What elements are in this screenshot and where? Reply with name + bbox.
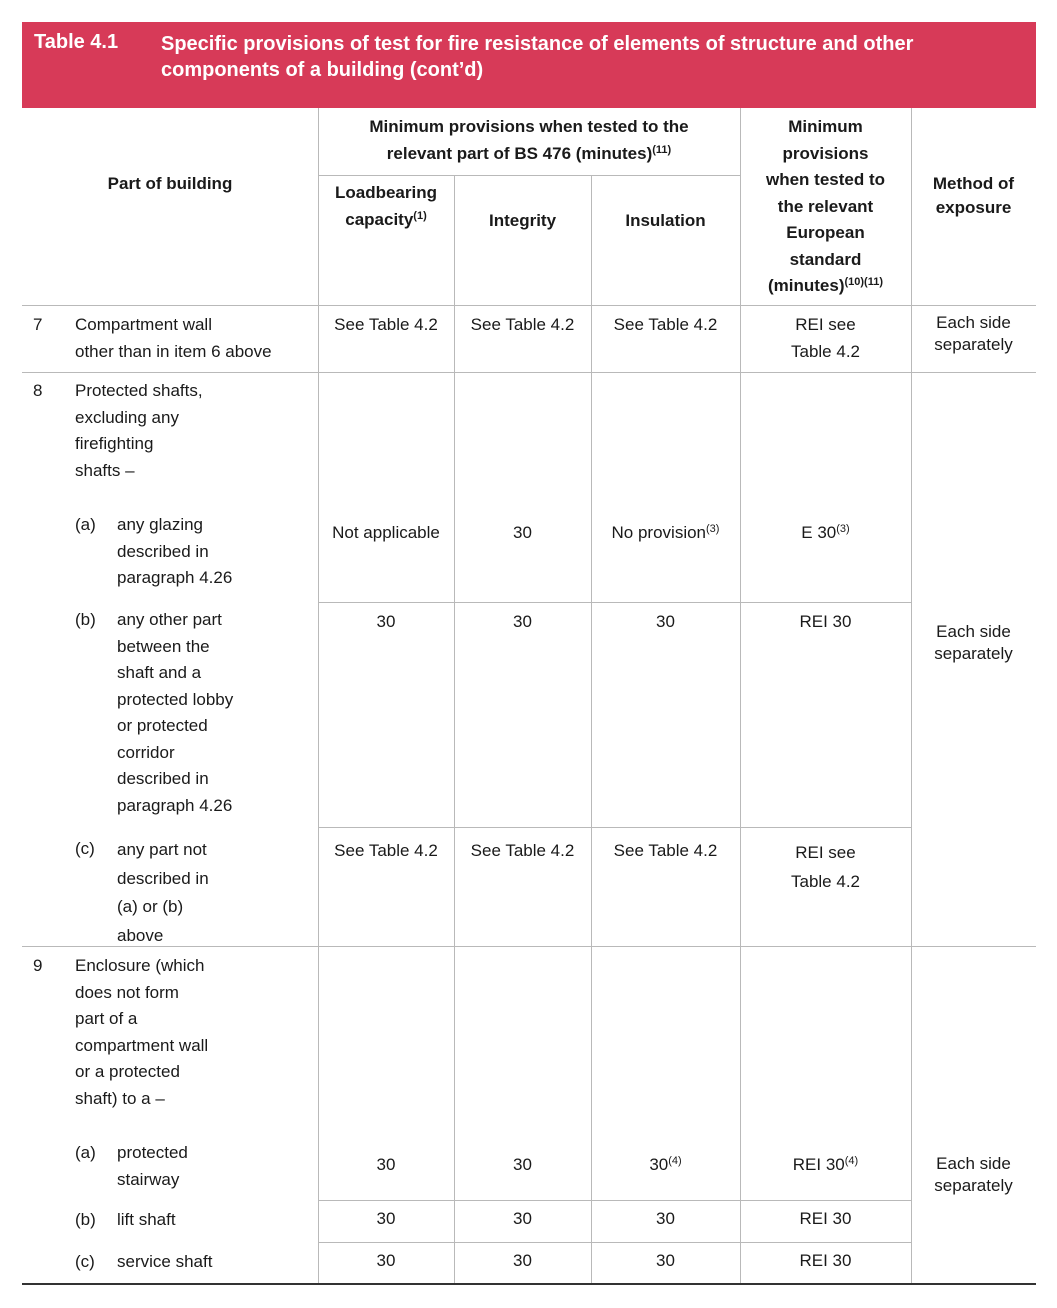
footnote-ref: (4) (668, 1155, 682, 1167)
cell-loadbearing: 30 (376, 1251, 396, 1270)
header-bs476-line2: relevant part of BS 476 (minutes)$^{(11)}$ (386, 143, 672, 163)
sub-item-letter: (a) (75, 1143, 96, 1162)
header-european-standard: Minimum provisions when tested to the relevant European standard (minutes)$^{(10)(11)}$ (765, 117, 885, 295)
row-divider (22, 305, 1036, 306)
cell-method: Each side separately (934, 622, 1013, 663)
cell-european: REI 30 (799, 612, 852, 631)
header-bs476-group (318, 114, 740, 167)
row-number: 7 (33, 315, 43, 334)
cell-insulation: 30 (656, 1209, 675, 1228)
sub-item-letter: (b) (75, 610, 96, 629)
cell-european: REI 30 (799, 1209, 852, 1228)
cell-integrity: 30 (513, 1155, 532, 1174)
col-divider (591, 175, 592, 1284)
sub-item-letter: (a) (75, 515, 96, 534)
table-number: Table 4.1 (34, 31, 119, 53)
sub-item-letter: (c) (75, 839, 95, 858)
row-description: Enclosure (which does not form part of a compartment wall or a protected shaft) to a – (75, 956, 209, 1108)
row-description: Compartment wall other than in item 6 above (75, 315, 272, 361)
cell-european: E 30$^{(3)}$ (801, 523, 850, 542)
row-number: 8 (33, 381, 43, 400)
cell-integrity: See Table 4.2 (470, 841, 575, 860)
cell-insulation: See Table 4.2 (613, 841, 718, 860)
cell-european: REI see Table 4.2 (791, 843, 860, 891)
cell-european: REI 30$^{(4)}$ (792, 1155, 859, 1174)
row-description: Protected shafts, excluding any firefighting shafts – (75, 381, 203, 480)
row-divider (318, 1242, 911, 1243)
row-divider (318, 175, 740, 176)
sub-item-description: any glazing described in paragraph 4.26 (117, 515, 233, 587)
footnote-ref: (11) (652, 143, 672, 156)
cell-loadbearing: 30 (376, 1155, 396, 1174)
footnote-ref: (1) (413, 209, 427, 222)
cell-loadbearing: 30 (376, 1209, 396, 1228)
cell-european: REI 30 (799, 1251, 852, 1270)
row-divider (318, 827, 911, 828)
sub-item-description: service shaft (117, 1252, 213, 1271)
header-method-of-exposure: Method of exposure (932, 174, 1015, 217)
footnote-ref: (3) (836, 523, 850, 535)
cell-loadbearing: See Table 4.2 (334, 315, 438, 334)
row-number: 9 (33, 956, 43, 975)
cell-insulation: No provision$^{(3)}$ (611, 523, 720, 542)
cell-insulation: 30$^{(4)}$ (649, 1155, 682, 1174)
sub-item-letter: (b) (75, 1210, 96, 1229)
cell-european: REI see Table 4.2 (791, 315, 860, 361)
cell-loadbearing: 30 (376, 612, 396, 631)
sub-item-letter: (c) (75, 1252, 95, 1271)
row-divider (22, 372, 1036, 373)
col-divider (911, 108, 912, 1284)
header-integrity: Integrity (488, 211, 557, 230)
footnote-ref: (4) (844, 1155, 859, 1167)
header-loadbearing: Loadbearing capacity$^{(1)}$ (334, 183, 437, 229)
cell-method: Each side separately (934, 1154, 1013, 1195)
cell-integrity: 30 (513, 523, 532, 542)
header-insulation: Insulation (625, 211, 706, 230)
cell-insulation: 30 (656, 1251, 675, 1270)
header-bs476-line1: Minimum provisions when tested to the (369, 117, 689, 136)
table-title: Specific provisions of test for fire resistance of elements of structure and other components of a building (cont’d) (161, 33, 914, 81)
sub-item-description: lift shaft (117, 1210, 176, 1229)
sub-item-description: any other part between the shaft and a protected lobby or protected corridor described in paragraph 4.26 (117, 610, 234, 815)
cell-insulation: 30 (656, 612, 675, 631)
cell-loadbearing: Not applicable (332, 523, 440, 542)
cell-method: Each side separately (934, 313, 1013, 354)
table-bottom-rule (22, 1283, 1036, 1285)
sub-item-description: protected stairway (117, 1143, 188, 1189)
cell-integrity: See Table 4.2 (470, 315, 575, 334)
cell-integrity: 30 (513, 1209, 532, 1228)
sub-item-description: any part not described in (a) or (b) above (117, 840, 209, 945)
footnote-ref: (10)(11) (844, 276, 884, 288)
cell-loadbearing: See Table 4.2 (334, 841, 438, 860)
header-part-of-building: Part of building (107, 174, 233, 193)
cell-integrity: 30 (513, 1251, 532, 1270)
row-divider (318, 602, 911, 603)
row-divider (318, 1200, 911, 1201)
col-divider (318, 108, 319, 1284)
cell-integrity: 30 (513, 612, 532, 631)
footnote-ref: (3) (706, 523, 720, 535)
col-divider (454, 175, 455, 1284)
cell-insulation: See Table 4.2 (613, 315, 718, 334)
